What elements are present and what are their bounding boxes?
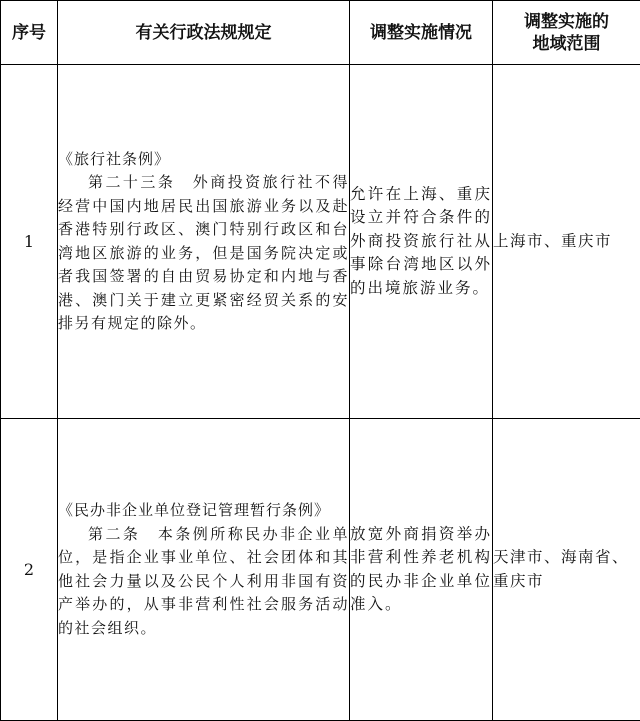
row-regulation-cell [58, 419, 350, 721]
row-area-cell [493, 419, 640, 721]
regulation-body: 第二十三条 外商投资旅行社不得经营中国内地居民出国旅游业务以及赴香港特别行政区、澳门特别行政区和台湾地区旅游的业务，但是国务院决定或者我国签署的自由贸易协定和内地与香港、澳门关于建立更紧密经贸关系的安排另有规定的除外。 [58, 173, 349, 332]
table-row [1, 419, 640, 721]
regulation-body: 第二条 本条例所称民办非企业单位，是指企业事业单位、社会团体和其他社会力量以及公民个人利用非国有资产举办的，从事非营利性社会服务活动的社会组织。 [58, 524, 349, 637]
header-implementation: 调整实施情况 [350, 1, 493, 65]
implementation-text: 允许在上海、重庆设立并符合条件的外商投资旅行社从事除台湾地区以外的出境旅游业务。 [350, 184, 492, 297]
header-regulation: 有关行政法规规定 [58, 1, 350, 65]
row-regulation-cell [58, 65, 350, 419]
row-serial-number: 2 [1, 419, 58, 721]
table-row [1, 65, 640, 419]
row-area-cell [493, 65, 640, 419]
header-serial-number: 序号 [1, 1, 58, 65]
implementation-text: 放宽外商捐资举办非营利性养老机构的民办非企业单位准入。 [350, 524, 492, 613]
area-text: 上海市、重庆市 [493, 231, 613, 250]
row-serial-number: 1 [1, 65, 58, 419]
header-area-line1: 调整实施的 [524, 11, 609, 32]
area-text: 天津市、海南省、重庆市 [493, 548, 630, 590]
row-implementation-cell [350, 65, 493, 419]
row-implementation-cell [350, 419, 493, 721]
header-area-line2: 地域范围 [532, 33, 601, 54]
regulation-title: 《民办非企业单位登记管理暂行条例》 [58, 501, 331, 519]
header-area [493, 1, 640, 65]
regulation-title: 《旅行社条例》 [58, 149, 171, 168]
table-header-row [1, 1, 640, 65]
